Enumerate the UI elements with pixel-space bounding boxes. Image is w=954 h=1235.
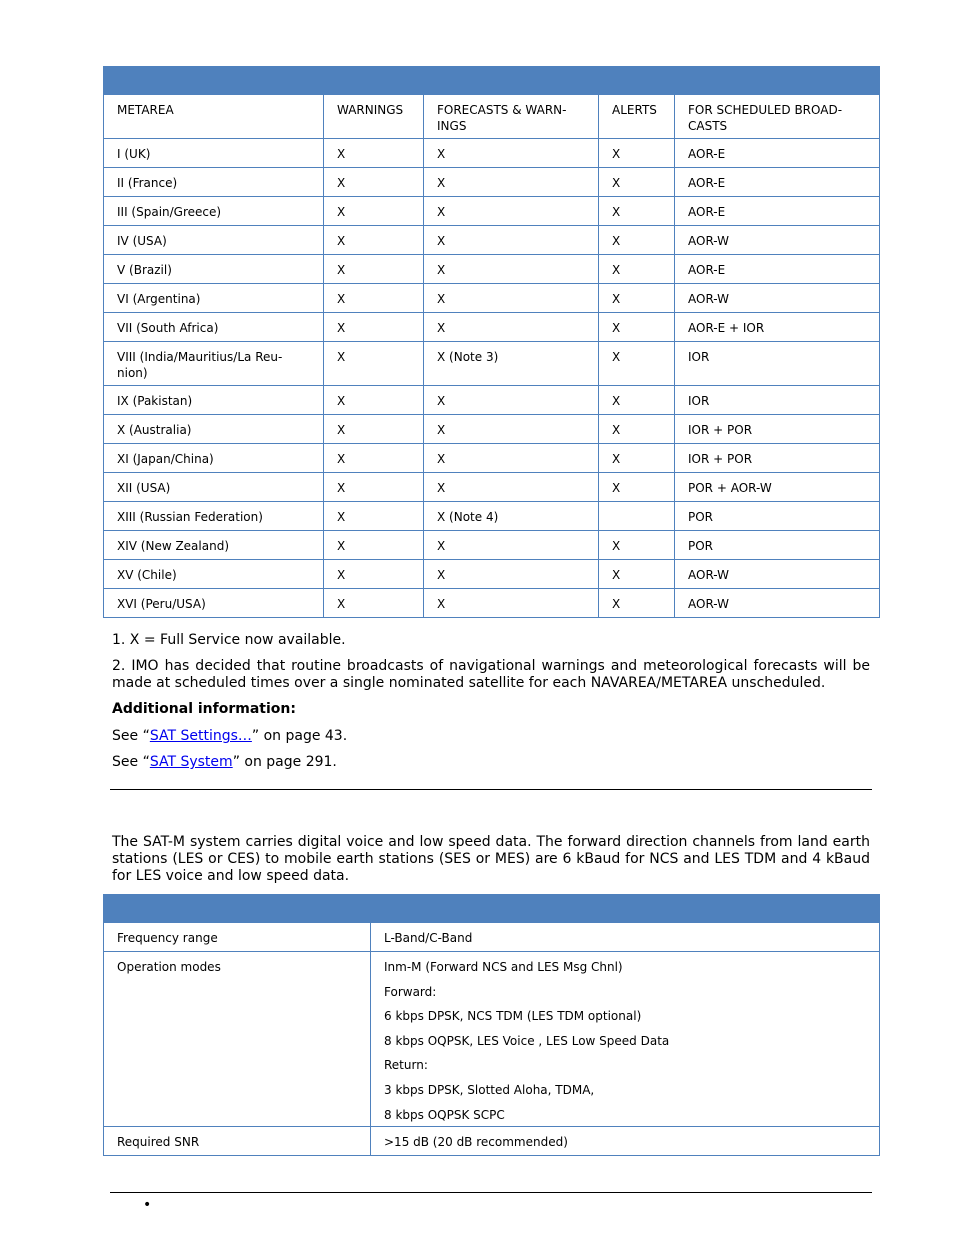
table-row [104, 284, 880, 313]
table-row [104, 560, 880, 589]
table-cell: X [599, 444, 675, 473]
table-cell: XII (USA) [104, 473, 324, 502]
table-row [104, 386, 880, 415]
table-cell: X [424, 589, 599, 618]
table-cell: X [324, 342, 424, 386]
table-cell: X [324, 226, 424, 255]
table-cell: X [599, 255, 675, 284]
table-cell: XIV (New Zealand) [104, 531, 324, 560]
table-cell: X [324, 502, 424, 531]
table-cell: POR [675, 531, 880, 560]
table-row [104, 342, 880, 386]
table-row [104, 444, 880, 473]
spec-value-line: 8 kbps OQPSK SCPC [384, 1107, 505, 1122]
table-cell: AOR-E [675, 197, 880, 226]
table-row [104, 313, 880, 342]
note-2: 2. IMO has decided that routine broadcasts of navigational warnings and meteorological forecasts will be made at scheduled times over a single nominated satellite for each NAVAREA/METAREA unscheduled. [112, 658, 870, 691]
table-row [104, 226, 880, 255]
spec-value-line: Forward: [384, 984, 437, 999]
column-header-scheduled-broadcasts: FOR SCHEDULED BROAD- CASTS [675, 95, 880, 139]
table-cell: AOR-E [675, 255, 880, 284]
table-cell: X [599, 226, 675, 255]
table-cell: X [324, 473, 424, 502]
table-cell: X [599, 313, 675, 342]
table-row [104, 531, 880, 560]
table-cell: AOR-W [675, 560, 880, 589]
table-cell: X (Australia) [104, 415, 324, 444]
additional-info-heading: Additional information: [112, 701, 296, 717]
table-row [104, 502, 880, 531]
footer-rule [110, 1192, 872, 1193]
table-row [104, 952, 880, 1127]
table-cell: X [599, 415, 675, 444]
table-cell: IV (USA) [104, 226, 324, 255]
satm-spec-table [103, 894, 880, 1156]
table-cell: X [324, 168, 424, 197]
spec-value: >15 dB (20 dB recommended) [371, 1126, 880, 1155]
column-header-metarea: METAREA [104, 95, 324, 139]
table-row [104, 168, 880, 197]
table-cell: X (Note 3) [424, 342, 599, 386]
spec-value-line: Return: [384, 1058, 428, 1073]
table-cell: X [324, 284, 424, 313]
table-row [104, 415, 880, 444]
table-row [104, 923, 880, 952]
table-cell: IOR [675, 342, 880, 386]
table-cell: X [424, 560, 599, 589]
table-cell: AOR-E + IOR [675, 313, 880, 342]
table-cell: X [324, 197, 424, 226]
table-cell: X [324, 444, 424, 473]
spec-value-list [371, 952, 880, 1127]
table-cell: XVI (Peru/USA) [104, 589, 324, 618]
metarea-table [103, 66, 880, 618]
spec-value-line: Inm-M (Forward NCS and LES Msg Chnl) [384, 960, 623, 974]
column-header-alerts: ALERTS [599, 95, 675, 139]
table-cell: X [324, 313, 424, 342]
table-cell: X [424, 197, 599, 226]
table-cell: VII (South Africa) [104, 313, 324, 342]
table-cell: IOR + POR [675, 415, 880, 444]
table-cell: X [324, 139, 424, 168]
table-cell: X [599, 284, 675, 313]
table-row [104, 139, 880, 168]
spec-label: Required SNR [104, 1126, 371, 1155]
table-cell: X [424, 255, 599, 284]
spec-label: Operation modes [104, 952, 371, 1127]
table-cell: X [424, 226, 599, 255]
table-cell: X [424, 313, 599, 342]
table-row [104, 589, 880, 618]
table-cell: XIII (Russian Federation) [104, 502, 324, 531]
table-cell: AOR-W [675, 284, 880, 313]
spec-label: Frequency range [104, 923, 371, 952]
table-cell: X [424, 386, 599, 415]
table-cell: X [324, 560, 424, 589]
table-cell: X [424, 168, 599, 197]
column-header-warnings: WARNINGS [324, 95, 424, 139]
table-cell: X [324, 386, 424, 415]
table-cell: AOR-W [675, 589, 880, 618]
table-cell: X [599, 560, 675, 589]
table-cell: AOR-E [675, 139, 880, 168]
see-sat-system: See “SAT System” on page 291. [112, 754, 337, 770]
table-cell: X [324, 589, 424, 618]
table-cell: X [599, 589, 675, 618]
table-cell: X [599, 139, 675, 168]
spec-value-line: 8 kbps OQPSK, LES Voice , LES Low Speed Data [384, 1033, 670, 1048]
footer-bullet: • [143, 1197, 152, 1213]
table-cell: AOR-W [675, 226, 880, 255]
table-cell: POR + AOR-W [675, 473, 880, 502]
table-cell: POR [675, 502, 880, 531]
table-cell: X [424, 444, 599, 473]
table-cell: X [424, 139, 599, 168]
table-cell: X [424, 415, 599, 444]
table-row [104, 255, 880, 284]
table-cell: XI (Japan/China) [104, 444, 324, 473]
spec-value-line: 3 kbps DPSK, Slotted Aloha, TDMA, [384, 1082, 595, 1097]
spec-value-line: 6 kbps DPSK, NCS TDM (LES TDM optional) [384, 1009, 642, 1024]
table-cell: IOR [675, 386, 880, 415]
see-sat-settings: See “SAT Settings…” on page 43. [112, 728, 348, 744]
table-row [104, 1126, 880, 1155]
table-cell: X [599, 531, 675, 560]
table-cell: VIII (India/Mauritius/La Reu- nion) [104, 342, 324, 386]
sat-system-link[interactable]: SAT System [149, 754, 233, 770]
table-cell: X [424, 531, 599, 560]
metarea-column-headers [104, 95, 880, 139]
table-cell: I (UK) [104, 139, 324, 168]
table-cell: X [599, 197, 675, 226]
table-cell: X [599, 473, 675, 502]
spec-value: L-Band/C-Band [371, 923, 880, 952]
table-cell: X (Note 4) [424, 502, 599, 531]
sat-settings-link[interactable]: SAT Settings… [149, 728, 252, 744]
table-cell: X [424, 284, 599, 313]
table-row [104, 473, 880, 502]
table-cell: X [599, 386, 675, 415]
table-cell: AOR-E [675, 168, 880, 197]
table-row [104, 197, 880, 226]
column-header-forecasts: FORECASTS & WARN- INGS [424, 95, 599, 139]
metarea-table-header-bar [104, 67, 880, 95]
table-cell: IX (Pakistan) [104, 386, 324, 415]
table-cell: XV (Chile) [104, 560, 324, 589]
table-cell: VI (Argentina) [104, 284, 324, 313]
table-cell: V (Brazil) [104, 255, 324, 284]
table-cell: III (Spain/Greece) [104, 197, 324, 226]
table-cell: X [599, 168, 675, 197]
section-divider [110, 789, 872, 790]
satm-table-header-bar [104, 895, 880, 923]
table-cell [599, 502, 675, 531]
table-cell: X [424, 473, 599, 502]
table-cell: X [599, 342, 675, 386]
satm-intro-paragraph: The SAT-M system carries digital voice and low speed data. The forward direction channels from land earth stations (LES or CES) to mobile earth stations (SES or MES) are 6 kBaud for NCS and LES TDM and 4 kBaud for LES voice and low speed data. [112, 834, 870, 884]
table-cell: X [324, 255, 424, 284]
note-1: 1. X = Full Service now available. [112, 632, 346, 648]
table-cell: IOR + POR [675, 444, 880, 473]
table-cell: X [324, 531, 424, 560]
table-cell: II (France) [104, 168, 324, 197]
table-cell: X [324, 415, 424, 444]
